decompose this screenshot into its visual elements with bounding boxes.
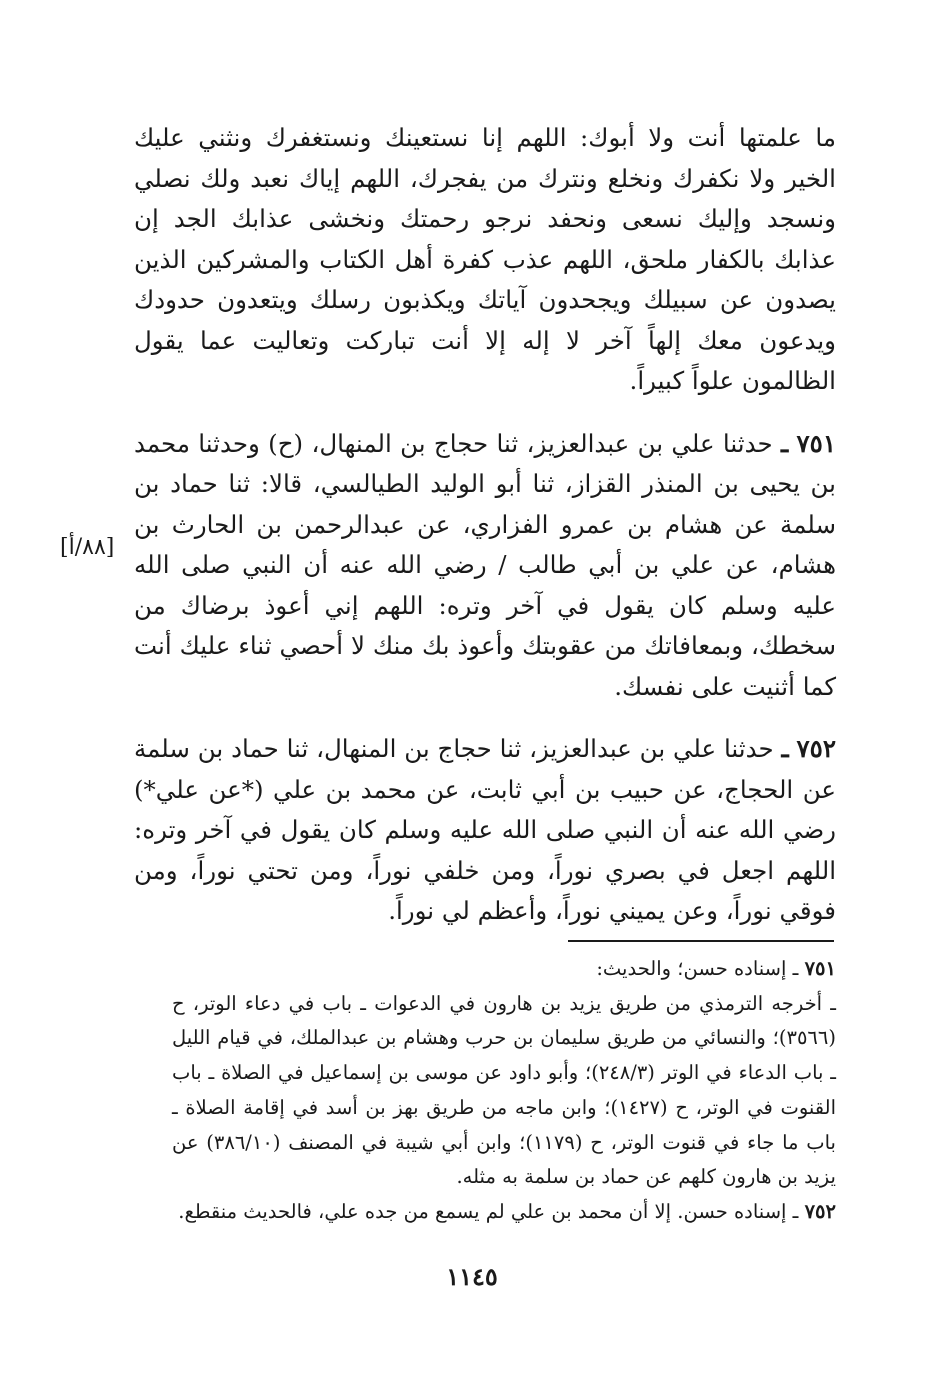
hadith-dash: ـ — [781, 734, 789, 763]
page-number: ١١٤٥ — [446, 1262, 498, 1291]
hadith-dash: ـ — [780, 428, 789, 458]
intro-paragraph: ما علمتها أنت ولا أبوك: اللهم إنا نستعينك ونستغفرك ونثني عليك الخير ولا نكفرك ونخلع ونترك من يفجرك، اللهم إياك نعبد ولك نصلي ونسجد وإليك نسعى ونحفد نرجو رحمتك ونخشى عذابك الجد إن عذابك بالكفار ملحق، اللهم عذب كفرة أهل الكتاب والمشركين الذين يصدون عن سبيلك ويجحدون آياتك ويكذبون رسلك ويتعدون حدودك ويدعون معك إلهاً آخر لا إله إلا أنت تباركت وتعاليت عما يقول الظالمون علواً كبيراً. — [134, 123, 836, 395]
hadith-751 — [134, 424, 836, 708]
footnote-751 — [172, 952, 836, 987]
footnote-dash: ـ — [792, 1199, 799, 1223]
hadith-number: ٧٥١ — [796, 428, 836, 458]
footnote-text: إسناده حسن. إلا أن محمد بن علي لم يسمع من جده علي، فالحديث منقطع. — [178, 1199, 787, 1223]
manuscript-folio-marker: [٨٨/أ] — [60, 535, 115, 560]
footnote-number: ٧٥٢ — [804, 1199, 836, 1223]
footnote-dash: ـ — [792, 957, 799, 980]
footnote-divider — [568, 940, 834, 942]
main-text — [134, 118, 836, 932]
footnote-text: إسناده حسن؛ والحديث: — [596, 957, 787, 980]
hadith-752 — [134, 729, 836, 932]
footnotes — [172, 952, 836, 1230]
hadith-text: حدثنا علي بن عبدالعزيز، ثنا حجاج بن المنهال، ثنا حماد بن سلمة عن الحجاج، عن حبيب بن أبي ثابت، عن محمد بن علي (*عن علي*) رضي الله عنه أن النبي صلى الله عليه وسلم كان يقول في آخر وتره: اللهم اجعل في بصري نوراً، ومن خلفي نوراً، ومن تحتي نوراً، ومن فوقي نوراً، وعن يميني نوراً، وأعظم لي نوراً. — [134, 734, 836, 925]
footnote-number: ٧٥١ — [804, 957, 836, 980]
hadith-text: حدثنا علي بن عبدالعزيز، ثنا حجاج بن المنهال، (ح) وحدثنا محمد بن يحيى بن المنذر القزاز، ثنا أبو الوليد الطيالسي، قالا: ثنا حماد بن سلمة عن هشام بن عمرو الفزاري، عن عبدالرحمن بن الحارث بن هشام، عن علي بن أبي طالب / رضي الله عنه أن النبي صلى الله عليه وسلم كان يقول في آخر وتره: اللهم إني أعوذ برضاك من سخطك، وبمعافاتك من عقوبتك وأعوذ بك منك لا أحصي ثناء عليك أنت كما أثنيت على نفسك. — [134, 428, 836, 701]
hadith-number: ٧٥٢ — [796, 734, 836, 763]
footnote-751-detail: ـ أخرجه الترمذي من طريق يزيد بن هارون في الدعوات ـ باب في دعاء الوتر، ح (٣٥٦٦)؛ والنسائي من طريق سليمان بن حرب وهشام بن عبدالملك، في قيام الليل ـ باب الدعاء في الوتر (٢٤٨/٣)؛ وأبو داود عن موسى بن إسماعيل في الصلاة ـ باب القنوت في الوتر، ح (١٤٢٧)؛ وابن ماجه من طريق بهز بن أسد في إقامة الصلاة ـ باب ما جاء في قنوت الوتر، ح (١١٧٩)؛ وابن أبي شيبة في المصنف (٣٨٦/١٠) عن يزيد بن هارون كلهم عن حماد بن سلمة به مثله. — [172, 991, 837, 1189]
footnote-752 — [172, 1195, 836, 1230]
